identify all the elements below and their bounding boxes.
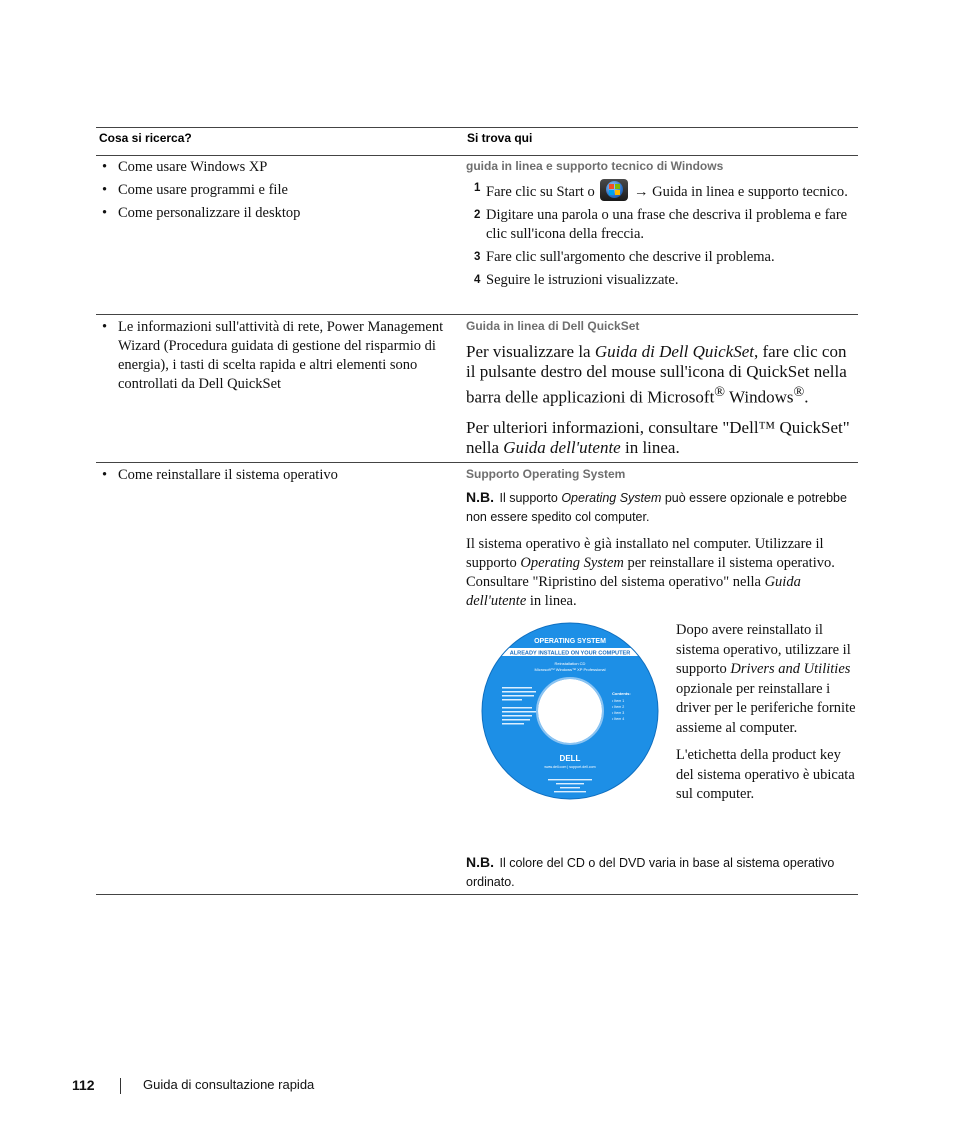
list-item: • Come reinstallare il sistema operativo: [96, 466, 458, 485]
drivers-paragraph: Dopo avere reinstallato il sistema operativo, utilizzare il supporto Drivers and Utilities opzionale per reinstallare i driver per le periferiche fornite assieme al computer.: [676, 622, 856, 736]
cd-band-text: ALREADY INSTALLED ON YOUR COMPUTER: [509, 650, 631, 657]
row2-left: [96, 318, 458, 398]
cd-url-text: www.dell.com | support.dell.com: [544, 765, 596, 769]
list-item: • Come personalizzare il desktop: [96, 204, 458, 223]
section-title: guida in linea e supporto tecnico di Windows: [466, 159, 724, 173]
os-paragraph: Il sistema operativo è già installato nel computer. Utilizzare il supporto Operating System per reinstallare il sistema operativo. Consultare "Ripristino del sistema operativo" nella Guida dell'utente in linea.: [466, 536, 835, 609]
table-bottom-rule: [96, 894, 858, 895]
section-title: Guida in linea di Dell QuickSet: [466, 319, 640, 333]
section-title: Supporto Operating System: [466, 467, 626, 481]
row2-right: [466, 318, 858, 468]
page-number: 112: [72, 1077, 95, 1093]
product-key-paragraph: L'etichetta della product key del sistema operativo è ubicata sul computer.: [676, 747, 855, 802]
row3-left: [96, 466, 458, 489]
step-item: 3 Fare clic sull'argomento che descrive il problema.: [474, 249, 775, 265]
footer-divider: [120, 1078, 121, 1094]
row3-right: [466, 466, 858, 900]
list-item: • Le informazioni sull'attività di rete, Power Management Wizard (Procedura guidata di gestione del risparmio di energia), i tasti di scelta rapida e altri elementi sono controllati da Dell QuickSet: [96, 318, 458, 394]
header-rule: [96, 155, 858, 156]
table-top-rule: [96, 127, 858, 128]
row1-left: [96, 158, 458, 227]
quickset-more-paragraph: Per ulteriori informazioni, consultare "Dell™ QuickSet" nella Guida dell'utente in linea.: [466, 417, 850, 457]
quickset-paragraph: Per visualizzare la Guida di Dell QuickSet, fare clic con il pulsante destro del mouse sull'icona di QuickSet nella barra delle applicazioni di Microsoft® Windows®.: [466, 342, 847, 407]
list-item: • Come usare Windows XP: [96, 158, 458, 177]
cd-image: [480, 621, 660, 801]
cd-item: • Item 4: [612, 717, 625, 721]
cd-item: • Item 2: [612, 705, 625, 709]
list-item: • Come usare programmi e file: [96, 181, 458, 200]
header-col1: Cosa si ricerca?: [99, 131, 192, 145]
cd-disc-icon: [480, 621, 660, 801]
cd-item: • Item 3: [612, 711, 625, 715]
cd-item: • Item 1: [612, 699, 625, 703]
cd-title-text: OPERATING SYSTEM: [534, 638, 606, 645]
row1-right: [466, 158, 858, 294]
header-col2: Si trova qui: [467, 131, 533, 145]
note: N.B. Il supporto Operating System può essere opzionale e potrebbe non essere spedito col computer.: [466, 489, 847, 524]
cd-contents-text: Contents:: [612, 691, 631, 696]
note: N.B. Il colore del CD o del DVD varia in base al sistema operativo ordinato.: [466, 854, 835, 889]
cd-block: [466, 621, 858, 853]
step-item: 4 Seguire le istruzioni visualizzate.: [474, 272, 679, 288]
footer-title: Guida di consultazione rapida: [143, 1077, 315, 1092]
step-item: 2 Digitare una parola o una frase che descriva il problema e fare clic sull'icona della freccia.: [474, 207, 848, 242]
step-item: 1 Fare clic su Start o → Guida in linea e supporto tecnico.: [466, 179, 858, 202]
cd-description: [676, 621, 861, 813]
row-rule: [96, 314, 858, 315]
windows-start-icon: [600, 179, 628, 201]
cd-sub2-text: Microsoft™ Windows™ XP Professional: [534, 667, 606, 672]
row-rule: [96, 462, 858, 463]
dell-logo-icon: DELL: [559, 754, 581, 763]
cd-sub1-text: Reinstallation CD: [554, 661, 586, 666]
